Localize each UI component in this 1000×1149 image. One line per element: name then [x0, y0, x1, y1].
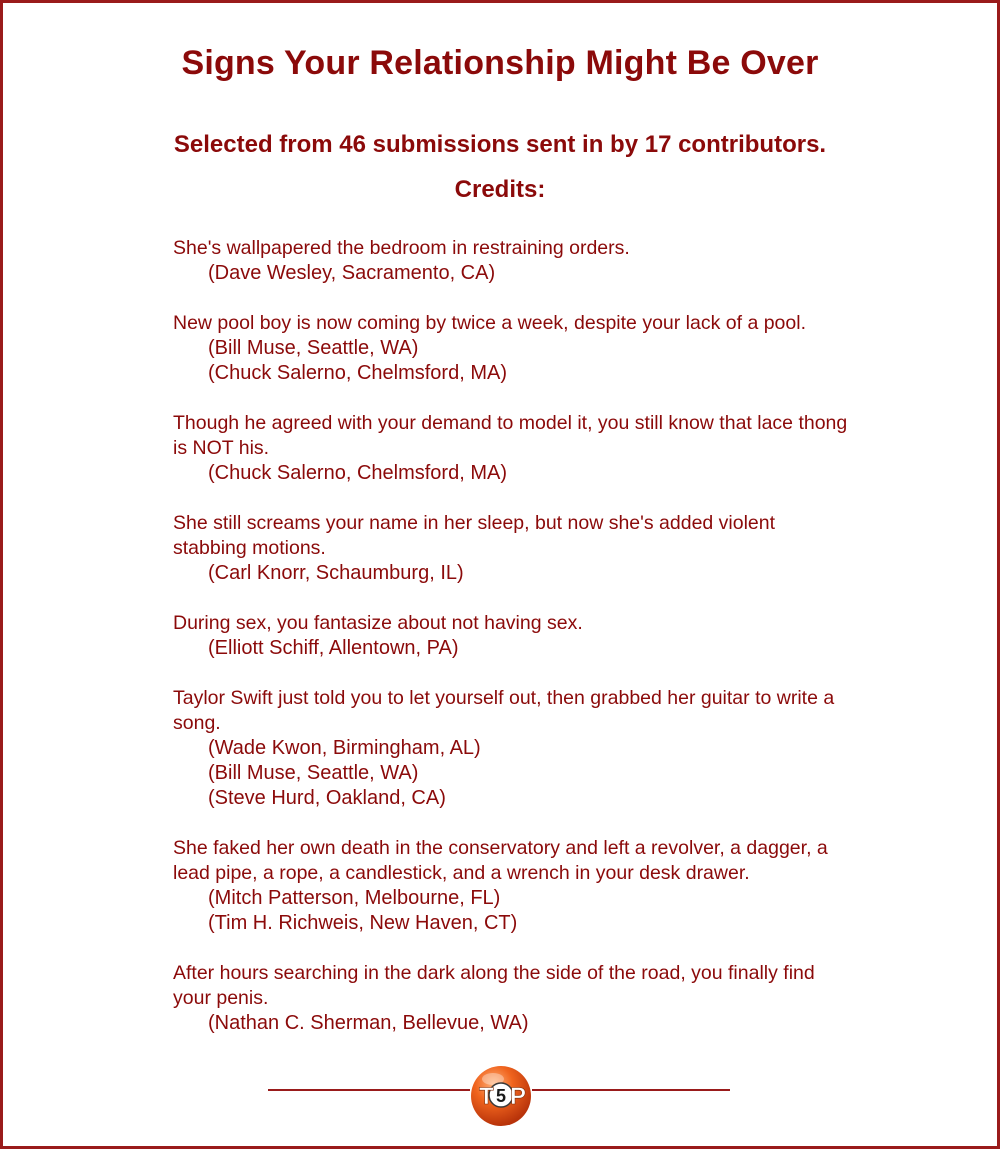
entry-text: She faked her own death in the conservatory and left a revolver, a dagger, a lead pipe, a rope, a candlestick, and a wrench in your desk drawer. [173, 837, 828, 884]
entry-contributor: (Nathan C. Sherman, Bellevue, WA) [208, 1012, 529, 1034]
entry-contributor: (Bill Muse, Seattle, WA) [208, 762, 419, 784]
entry-contributor: (Mitch Patterson, Melbourne, FL) [208, 887, 501, 909]
credits-heading: Credits: [454, 176, 546, 203]
entry-text: Though he agreed with your demand to model it, you still know that lace thong is NOT his. [173, 412, 848, 459]
footer-divider-left [268, 1089, 470, 1091]
entry-text: During sex, you fantasize about not having sex. [173, 612, 583, 634]
entry-text: Taylor Swift just told you to let yourself out, then grabbed her guitar to write a song. [173, 687, 835, 734]
entry-item [173, 511, 863, 586]
entry-contributor: (Elliott Schiff, Allentown, PA) [208, 637, 459, 659]
top5-logo-icon [466, 1062, 536, 1128]
entry-list [173, 236, 863, 1061]
entry-item [173, 961, 863, 1036]
page-title: Signs Your Relationship Might Be Over [181, 44, 819, 82]
entry-contributor: (Bill Muse, Seattle, WA) [208, 337, 419, 359]
entry-text: She's wallpapered the bedroom in restraining orders. [173, 237, 630, 259]
entry-contributor: (Chuck Salerno, Chelmsford, MA) [208, 462, 507, 484]
entry-item [173, 411, 863, 486]
entry-item [173, 836, 863, 936]
entry-contributor: (Dave Wesley, Sacramento, CA) [208, 262, 496, 284]
logo-number-5: 5 [495, 1086, 507, 1106]
entry-item [173, 611, 863, 661]
entry-text: She still screams your name in her sleep, but now she's added violent stabbing motions. [173, 512, 776, 559]
entry-contributor: (Carl Knorr, Schaumburg, IL) [208, 562, 464, 584]
entry-item [173, 236, 863, 286]
entry-item [173, 311, 863, 386]
entry-contributor: (Steve Hurd, Oakland, CA) [208, 787, 446, 809]
entry-item [173, 686, 863, 811]
logo-letter-t: T [479, 1083, 494, 1110]
submission-summary: Selected from 46 submissions sent in by 17 contributors. [173, 131, 827, 158]
footer-divider-right [532, 1089, 730, 1091]
entry-text: New pool boy is now coming by twice a week, despite your lack of a pool. [173, 312, 806, 334]
logo-letter-p: P [510, 1083, 527, 1110]
entry-contributor: (Chuck Salerno, Chelmsford, MA) [208, 362, 507, 384]
entry-contributor: (Wade Kwon, Birmingham, AL) [208, 737, 481, 759]
entry-contributor: (Tim H. Richweis, New Haven, CT) [208, 912, 518, 934]
entry-text: After hours searching in the dark along the side of the road, you finally find your penis. [173, 962, 815, 1009]
